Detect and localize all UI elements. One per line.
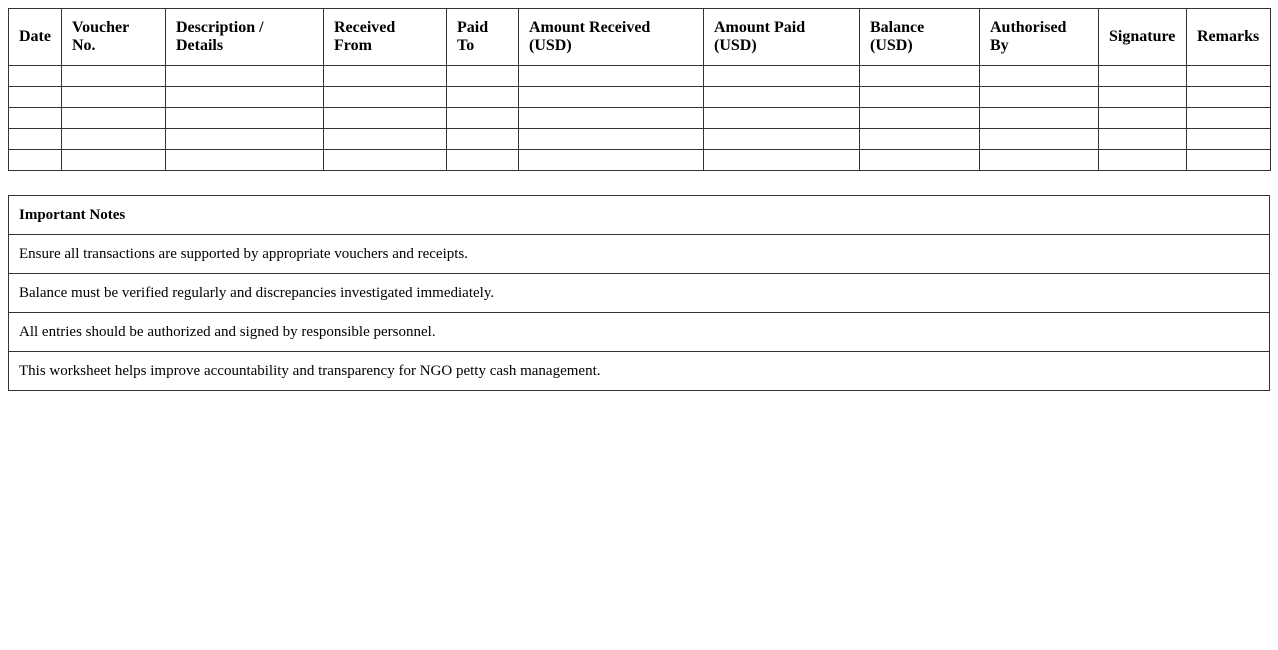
table-cell[interactable]: [1187, 129, 1271, 150]
table-cell[interactable]: [519, 87, 704, 108]
column-header-date: [9, 9, 62, 66]
table-cell[interactable]: [9, 150, 62, 171]
notes-heading: Important Notes: [9, 196, 1270, 235]
column-header-paid-to: [447, 9, 519, 66]
table-cell[interactable]: [324, 108, 447, 129]
column-header-label: Amount Paid: [714, 19, 806, 36]
table-cell[interactable]: [166, 87, 324, 108]
table-cell[interactable]: [62, 129, 166, 150]
table-cell[interactable]: [324, 150, 447, 171]
table-cell[interactable]: [166, 66, 324, 87]
table-cell[interactable]: [324, 129, 447, 150]
column-header-label: Details: [176, 37, 224, 54]
column-header-label: From: [334, 37, 372, 54]
table-cell[interactable]: [980, 150, 1099, 171]
table-cell[interactable]: [1099, 108, 1187, 129]
note-row: [9, 235, 1270, 274]
petty-cash-ledger-table: [8, 8, 1271, 171]
column-header-description: [166, 9, 324, 66]
column-header-voucher-no: [62, 9, 166, 66]
table-cell[interactable]: [860, 129, 980, 150]
table-cell[interactable]: [9, 87, 62, 108]
column-header-amount-paid: [704, 9, 860, 66]
table-cell[interactable]: [166, 129, 324, 150]
note-text: All entries should be authorized and signed by responsible personnel.: [9, 313, 1270, 352]
table-cell[interactable]: [860, 66, 980, 87]
column-header-label: (USD): [529, 37, 572, 54]
table-cell[interactable]: [447, 129, 519, 150]
table-cell[interactable]: [980, 108, 1099, 129]
table-cell[interactable]: [447, 108, 519, 129]
column-header-label: Description /: [176, 19, 264, 36]
table-cell[interactable]: [1099, 129, 1187, 150]
table-cell[interactable]: [447, 66, 519, 87]
table-cell[interactable]: [704, 108, 860, 129]
table-cell[interactable]: [519, 129, 704, 150]
important-notes-table: [8, 195, 1270, 391]
column-header-signature: [1099, 9, 1187, 66]
table-cell[interactable]: [447, 150, 519, 171]
table-cell[interactable]: [1187, 87, 1271, 108]
table-cell[interactable]: [519, 150, 704, 171]
table-cell[interactable]: [704, 150, 860, 171]
table-cell[interactable]: [324, 66, 447, 87]
column-header-label: Paid: [457, 19, 489, 36]
column-header-remarks: [1187, 9, 1271, 66]
table-cell[interactable]: [1187, 150, 1271, 171]
table-cell[interactable]: [704, 87, 860, 108]
table-row: [9, 87, 1271, 108]
table-cell[interactable]: [860, 87, 980, 108]
table-cell[interactable]: [9, 108, 62, 129]
table-cell[interactable]: [704, 66, 860, 87]
table-cell[interactable]: [1187, 66, 1271, 87]
column-header-label: (USD): [714, 37, 757, 54]
table-cell[interactable]: [62, 66, 166, 87]
note-row: [9, 352, 1270, 391]
ledger-header-row: [9, 9, 1271, 66]
table-row: [9, 66, 1271, 87]
table-cell[interactable]: [519, 66, 704, 87]
column-header-label: (USD): [870, 37, 913, 54]
column-header-label: Balance: [870, 19, 925, 36]
column-header-label: Remarks: [1197, 28, 1260, 45]
table-cell[interactable]: [980, 66, 1099, 87]
column-header-label: Signature: [1109, 28, 1176, 45]
table-row: [9, 150, 1271, 171]
column-header-label: Voucher: [72, 19, 130, 36]
table-cell[interactable]: [1099, 66, 1187, 87]
table-cell[interactable]: [980, 129, 1099, 150]
column-header-label: Date: [19, 28, 51, 45]
column-header-label: No.: [72, 37, 96, 54]
note-text: Ensure all transactions are supported by appropriate vouchers and receipts.: [9, 235, 1270, 274]
table-cell[interactable]: [1099, 150, 1187, 171]
table-cell[interactable]: [704, 129, 860, 150]
column-header-label: Authorised: [990, 19, 1067, 36]
ledger-body: [9, 66, 1271, 171]
table-cell[interactable]: [980, 87, 1099, 108]
table-cell[interactable]: [1099, 87, 1187, 108]
table-cell[interactable]: [324, 87, 447, 108]
table-cell[interactable]: [62, 108, 166, 129]
table-cell[interactable]: [166, 150, 324, 171]
table-row: [9, 129, 1271, 150]
table-cell[interactable]: [9, 66, 62, 87]
column-header-label: By: [990, 37, 1009, 54]
table-cell[interactable]: [62, 150, 166, 171]
column-header-authorised-by: [980, 9, 1099, 66]
column-header-amount-received: [519, 9, 704, 66]
table-cell[interactable]: [166, 108, 324, 129]
table-cell[interactable]: [860, 108, 980, 129]
column-header-label: To: [457, 37, 475, 54]
table-cell[interactable]: [62, 87, 166, 108]
note-text: Balance must be verified regularly and discrepancies investigated immediately.: [9, 274, 1270, 313]
note-row: [9, 274, 1270, 313]
table-cell[interactable]: [519, 108, 704, 129]
column-header-label: Received: [334, 19, 396, 36]
table-cell[interactable]: [1187, 108, 1271, 129]
column-header-balance: [860, 9, 980, 66]
note-text: This worksheet helps improve accountability and transparency for NGO petty cash management.: [9, 352, 1270, 391]
table-row: [9, 108, 1271, 129]
column-header-label: Amount Received: [529, 19, 651, 36]
table-cell[interactable]: [9, 129, 62, 150]
note-row: [9, 313, 1270, 352]
table-cell[interactable]: [860, 150, 980, 171]
column-header-received-from: [324, 9, 447, 66]
table-cell[interactable]: [447, 87, 519, 108]
notes-heading-row: [9, 196, 1270, 235]
